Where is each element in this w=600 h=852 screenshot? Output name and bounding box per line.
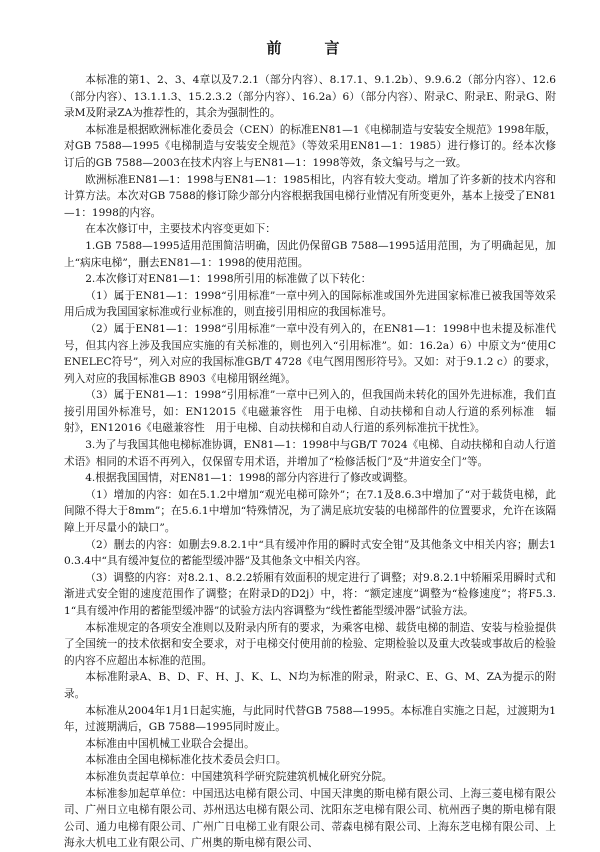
paragraph: 本标准的第1、2、3、4章以及7.2.1（部分内容）、8.17.1、9.1.2b）、9.9.6.2（部分内容）、12.6（部分内容）、13.1.1.3、15.2.3.2（部分内容）、16.2a）6）（部分内容）、附录C、附录E、附录G、附录M及附录ZA为推荐性的，其余为强制性的。 <box>64 74 556 120</box>
document-body <box>64 72 556 852</box>
document-title: 前 言 <box>266 39 354 57</box>
paragraph: 1.GB 7588—1995适用范围简洁明确，因此仍保留GB 7588—1995适用范围，为了明确起见，加上“病床电梯”，删去EN81—1：1998的使用范围。 <box>64 239 556 269</box>
paragraph: （2）属于EN81—1：1998“引用标准”一章中没有列入的，在EN81—1：1998中也未提及标准代号，但其内容上涉及我国应实施的有关标准的，则也列入“引用标准”。如：16.2a）6）中原文为“使用CENELEC符号”，列入对应的我国标准GB/T 4728《电气图用图形符号》。又如：对于9.1.2 c）的要求，列入对应的我国标准GB 8903《电梯用钢丝绳》。 <box>64 322 556 385</box>
paragraph: 本标准由中国机械工业联合会提出。 <box>85 737 255 750</box>
paragraph: 本标准是根据欧洲标准化委员会（CEN）的标准EN81—1《电梯制造与安装安全规范》1998年版，对GB 7588—1995《电梯制造与安装安全规范》（等效采用EN81—1：1985）进行修订的。经本次修订后的GB 7588—2003在技术内容上与EN81—1：1998等效，条文编号与之一致。 <box>64 123 556 169</box>
paragraph: （2）删去的内容：如删去9.8.2.1中“具有缓冲作用的瞬时式安全钳”及其他条文中相关内容；删去10.3.4中“具有缓冲复位的蓄能型缓冲器”及其他条文中相关内容。 <box>64 538 556 568</box>
paragraph: 本标准参加起草单位：中国迅达电梯有限公司、中国天津奥的斯电梯有限公司、上海三菱电梯有限公司、广州日立电梯有限公司、苏州迅达电梯有限公司、沈阳东芝电梯有限公司、杭州西子奥的斯电梯有限公司、通力电梯有限公司、广州广日电梯工业有限公司、蒂森电梯有限公司、上海东芝电梯有限公司、上海永大机电工业有限公司、广州奥的斯电梯有限公司、 <box>64 787 556 850</box>
paragraph: （3）调整的内容：对8.2.1、8.2.2轿厢有效面积的规定进行了调整；对9.8.2.1中轿厢采用瞬时式和渐进式安全钳的速度范围作了调整；在附录D的D2j）中，将：“额定速度”调整为“检修速度”；将F5.3.1“具有缓冲作用的蓄能型缓冲器”的试验方法内容调整为“线性蓄能型缓冲器”试验方法。 <box>64 571 556 617</box>
paragraph: 4.根据我国国情，对EN81—1：1998的部分内容进行了修改或调整。 <box>85 472 414 485</box>
paragraph: （3）属于EN81—1：1998“引用标准”一章中已列入的，但我国尚未转化的国外先进标准，我们直接引用国外标准号，如：EN12015《电磁兼容性 用于电梯、自动扶梯和自动人行道的系列标准 辐射》，EN12016《电磁兼容性 用于电梯、自动扶梯和自动人行道的系列标准抗干扰性》。 <box>64 389 556 435</box>
paragraph: 3.为了与我国其他电梯标准协调，EN81—1：1998中与GB/T 7024《电梯、自动扶梯和自动人行道术语》相同的术语不再列入，仅保留专用术语，并增加了“检修活板门”及“井道安全门”等。 <box>64 439 556 468</box>
paragraph: 2.本次修订对EN81—1：1998所引用的标准做了以下转化： <box>85 273 372 286</box>
paragraph: 本标准负责起草单位：中国建筑科学研究院建筑机械化研究分院。 <box>85 770 393 783</box>
paragraph: 本标准从2004年1月1日起实施，与此同时代替GB 7588—1995。本标准自实施之日起，过渡期为1年，过渡期满后，GB 7588—1995同时废止。 <box>64 704 556 734</box>
paragraph: 本标准由全国电梯标准化技术委员会归口。 <box>85 754 287 767</box>
paragraph: 本标准规定的各项安全准则以及附录内所有的要求，为乘客电梯、载货电梯的制造、安装与检验提供了全国统一的技术依据和安全要求，对于电梯交付使用前的检验、定期检验以及重大改装或事故后的检验的内容不应超出本标准的范围。 <box>64 621 556 667</box>
paragraph: （1）增加的内容：如在5.1.2中增加“观光电梯可除外”；在7.1及8.6.3中增加了“对于载货电梯，此间隙不得大于8mm”；在5.6.1中增加“特殊情况，为了满足底坑安装的电梯部件的位置要求，允许在该隔障上开尽量小的缺口”。 <box>64 488 556 535</box>
paragraph: （1）属于EN81—1：1998“引用标准”一章中列入的国际标准或国外先进国家标准已被我国等效采用后成为我国国家标准或行业标准的，则直接引用相应的我国标准号。 <box>64 289 556 319</box>
paragraph: 在本次修订中，主要技术内容变更如下： <box>85 223 276 236</box>
paragraph: 欧洲标准EN81—1：1998与EN81—1：1985相比，内容有较大变动。增加了许多新的技术内容和计算方法。本次对GB 7588的修订除少部分内容根据我国电梯行业情况有所变更外，基本上接受了EN81—1：1998的内容。 <box>64 173 556 219</box>
paragraph: 本标准附录A、B、D、F、H、J、K、L、N均为标准的附录，附录C、E、G、M、ZA为提示的附录。 <box>64 671 556 700</box>
